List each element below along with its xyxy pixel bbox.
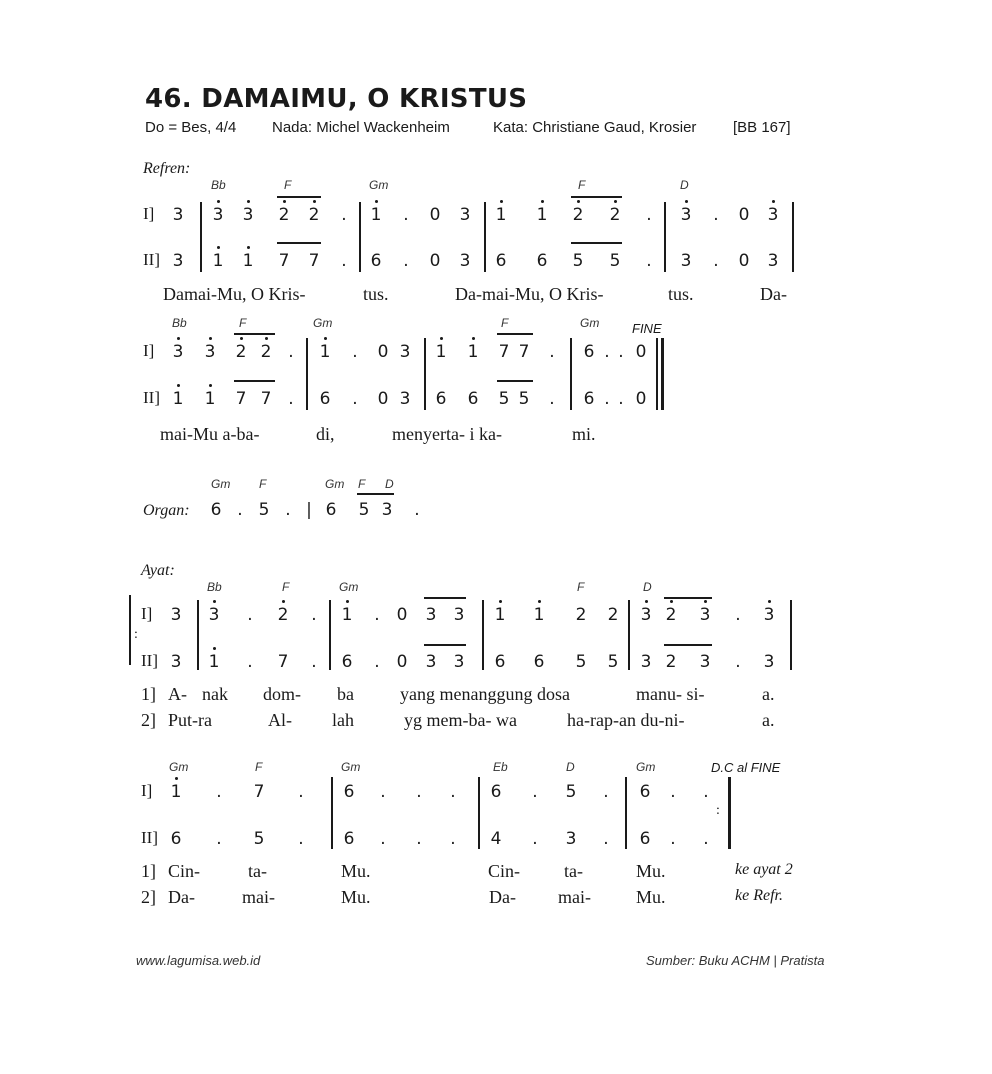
note: 1: [172, 389, 184, 409]
lyric: 1]: [141, 861, 156, 881]
note: 3: [399, 342, 411, 362]
note: 5: [358, 500, 370, 520]
bar-line: [424, 338, 426, 410]
note: .: [416, 782, 422, 802]
note: 7: [253, 782, 265, 802]
dc-al-fine-marker: D.C al FINE: [711, 760, 781, 775]
note: 6: [533, 652, 545, 672]
bar-line: [792, 202, 794, 272]
note: 3: [459, 205, 471, 225]
note: .: [532, 829, 538, 849]
bar-symbol: |: [306, 500, 312, 520]
note: 5: [572, 251, 584, 271]
melody-credit: Nada: Michel Wackenheim: [272, 119, 450, 136]
note: 3: [640, 652, 652, 672]
chord: Gm: [369, 178, 389, 192]
website-link[interactable]: www.lagumisa.web.id: [136, 953, 261, 968]
note: .: [247, 652, 253, 672]
lyric: 1]: [141, 684, 156, 704]
lyric: nak: [202, 684, 228, 704]
chord: Bb: [211, 178, 226, 192]
lyric: ta-: [564, 861, 583, 881]
bar-line: [331, 777, 333, 849]
lyric: tus.: [363, 284, 389, 304]
note: .: [216, 829, 222, 849]
note: 1: [370, 205, 382, 225]
chord: Bb: [207, 580, 222, 594]
note: .: [549, 342, 555, 362]
bar-line: [329, 600, 331, 670]
chord: Gm: [580, 316, 600, 330]
note: .: [735, 652, 741, 672]
beam: [497, 380, 533, 382]
bar-line: [482, 600, 484, 670]
note: 0: [429, 205, 441, 225]
note: 6: [583, 342, 595, 362]
note: 5: [253, 829, 265, 849]
note: 3: [763, 605, 775, 625]
note: 3: [459, 251, 471, 271]
chord: Gm: [341, 760, 361, 774]
note: 0: [635, 389, 647, 409]
beam: [357, 493, 394, 495]
note: 2: [572, 205, 584, 225]
organ-label: Organ:: [143, 502, 190, 519]
note: 3: [767, 205, 779, 225]
note: 5: [607, 652, 619, 672]
note: .: [646, 251, 652, 271]
chord: Gm: [211, 477, 231, 491]
lyric: ta-: [248, 861, 267, 881]
chord: Gm: [636, 760, 656, 774]
note: .: [380, 782, 386, 802]
note: .: [237, 500, 243, 520]
note: .: [603, 782, 609, 802]
lyric: Mu.: [341, 887, 371, 907]
bar-line: [306, 338, 308, 410]
note: 2: [665, 605, 677, 625]
lyric: Da-: [168, 887, 195, 907]
note: 7: [235, 389, 247, 409]
note: .: [352, 389, 358, 409]
note: 7: [308, 251, 320, 271]
note: 6: [343, 829, 355, 849]
beam: [277, 242, 321, 244]
note: .: [288, 389, 294, 409]
note: .: [414, 500, 420, 520]
bar-line: [625, 777, 627, 849]
note: .: [352, 342, 358, 362]
note: .: [298, 782, 304, 802]
note: 6: [343, 782, 355, 802]
note: 6: [467, 389, 479, 409]
note: 6: [170, 829, 182, 849]
chord: F: [358, 477, 366, 491]
beam: [424, 597, 466, 599]
note: 3: [212, 205, 224, 225]
note: 6: [495, 251, 507, 271]
chord: Gm: [339, 580, 359, 594]
note: 5: [498, 389, 510, 409]
lyric: 2]: [141, 887, 156, 907]
verse-label: Ayat:: [141, 562, 175, 579]
note: 6: [319, 389, 331, 409]
beam: [497, 333, 533, 335]
note: 3: [680, 251, 692, 271]
chord: D: [566, 760, 575, 774]
lyric: ba: [337, 684, 354, 704]
lyric: Al-: [268, 710, 292, 730]
note: .: [604, 389, 610, 409]
note: .: [311, 605, 317, 625]
note: .: [285, 500, 291, 520]
beam: [424, 644, 466, 646]
final-bar-line: [661, 338, 664, 410]
to-refrain-instruction: ke Refr.: [735, 887, 783, 904]
note: 1: [536, 205, 548, 225]
bar-line: [484, 202, 486, 272]
chord: F: [501, 316, 509, 330]
voice1-label: I]: [141, 604, 153, 623]
voice2-label: II]: [143, 250, 160, 269]
note: 6: [325, 500, 337, 520]
note: 3: [565, 829, 577, 849]
lyric: Mu.: [636, 861, 666, 881]
bar-line: [790, 600, 792, 670]
note: 6: [490, 782, 502, 802]
voice1-label: I]: [141, 781, 153, 800]
note: 3: [453, 652, 465, 672]
song-title: 46. DAMAIMU, O KRISTUS: [145, 84, 528, 114]
note: .: [341, 205, 347, 225]
note: 7: [518, 342, 530, 362]
note: 1: [170, 782, 182, 802]
note: 3: [640, 605, 652, 625]
bar-line: [200, 202, 202, 272]
lyric: mi.: [572, 424, 596, 444]
note: .: [341, 251, 347, 271]
note: 5: [518, 389, 530, 409]
note: .: [549, 389, 555, 409]
bar-line: [664, 202, 666, 272]
lyric: menyerta- i ka-: [392, 424, 502, 444]
note: 2: [665, 652, 677, 672]
note: 6: [435, 389, 447, 409]
note: 1: [212, 251, 224, 271]
note: 2: [575, 605, 587, 625]
voice2-label: II]: [143, 388, 160, 407]
bar-line: [570, 338, 572, 410]
note: 2: [607, 605, 619, 625]
note: 2: [609, 205, 621, 225]
lyric: mai-Mu a-ba-: [160, 424, 260, 444]
lyric: lah: [332, 710, 354, 730]
lyric: yg mem-ba- wa: [404, 710, 517, 730]
note: .: [713, 251, 719, 271]
note: 0: [635, 342, 647, 362]
voice2-label: II]: [141, 651, 158, 670]
note: 0: [377, 389, 389, 409]
lyric: Cin-: [488, 861, 521, 881]
note: 2: [260, 342, 272, 362]
note: 0: [396, 605, 408, 625]
beam: [277, 196, 321, 198]
book-reference: [BB 167]: [733, 119, 791, 136]
chord: Gm: [313, 316, 333, 330]
note: 6: [341, 652, 353, 672]
voice1-label: I]: [143, 341, 155, 360]
note: .: [670, 829, 676, 849]
note: .: [311, 652, 317, 672]
note: 6: [536, 251, 548, 271]
note: .: [603, 829, 609, 849]
lyric: Mu.: [636, 887, 666, 907]
beam: [571, 242, 622, 244]
repeat-end-dots: :: [716, 803, 720, 818]
chord: F: [255, 760, 263, 774]
note: 7: [260, 389, 272, 409]
note: 6: [639, 829, 651, 849]
beam: [571, 196, 622, 198]
chord: D: [680, 178, 689, 192]
note: 1: [242, 251, 254, 271]
note: .: [703, 782, 709, 802]
note: 4: [490, 829, 502, 849]
note: 3: [172, 251, 184, 271]
beam: [234, 333, 275, 335]
note: 3: [763, 652, 775, 672]
note: .: [646, 205, 652, 225]
chord: Gm: [169, 760, 189, 774]
chord: F: [284, 178, 292, 192]
note: 0: [738, 205, 750, 225]
lyric: Da-mai-Mu, O Kris-: [455, 284, 604, 304]
beam: [664, 597, 712, 599]
repeat-start-bar: [129, 595, 131, 665]
note: .: [450, 782, 456, 802]
note: 5: [258, 500, 270, 520]
bar-line: [359, 202, 361, 272]
lyric: tus.: [668, 284, 694, 304]
note: 1: [533, 605, 545, 625]
note: 2: [277, 605, 289, 625]
note: 3: [172, 205, 184, 225]
lyric: Da-: [489, 887, 516, 907]
note: .: [216, 782, 222, 802]
chord: F: [282, 580, 290, 594]
repeat-dots: :: [134, 627, 138, 642]
note: 6: [583, 389, 595, 409]
note: 6: [494, 652, 506, 672]
voice1-label: I]: [143, 204, 155, 223]
lyric: manu- si-: [636, 684, 705, 704]
voice2-label: II]: [141, 828, 158, 847]
bar-line: [478, 777, 480, 849]
note: .: [703, 829, 709, 849]
note: 7: [498, 342, 510, 362]
chord: F: [259, 477, 267, 491]
note: 6: [370, 251, 382, 271]
note: 3: [242, 205, 254, 225]
note: .: [416, 829, 422, 849]
note: 1: [467, 342, 479, 362]
lyric: a.: [762, 684, 775, 704]
to-verse2-instruction: ke ayat 2: [735, 861, 793, 878]
lyric: Put-ra: [168, 710, 212, 730]
note: 1: [319, 342, 331, 362]
note: 3: [453, 605, 465, 625]
note: .: [450, 829, 456, 849]
lyric: ha-rap-an du-ni-: [567, 710, 685, 730]
note: .: [403, 251, 409, 271]
note: .: [670, 782, 676, 802]
bar-line: [656, 338, 658, 410]
note: 6: [210, 500, 222, 520]
lyric: a.: [762, 710, 775, 730]
note: .: [713, 205, 719, 225]
refrain-label: Refren:: [143, 160, 191, 177]
note: .: [604, 342, 610, 362]
note: 1: [494, 605, 506, 625]
note: 3: [204, 342, 216, 362]
lyric: Mu.: [341, 861, 371, 881]
note: 1: [208, 652, 220, 672]
note: 0: [396, 652, 408, 672]
fine-marker: FINE: [632, 321, 662, 336]
note: 1: [495, 205, 507, 225]
note: .: [247, 605, 253, 625]
beam: [234, 380, 275, 382]
chord: F: [239, 316, 247, 330]
lyric: A-: [168, 684, 187, 704]
note: 0: [377, 342, 389, 362]
note: 3: [680, 205, 692, 225]
chord: F: [578, 178, 586, 192]
note: 3: [399, 389, 411, 409]
note: 3: [699, 605, 711, 625]
lyric: Da-: [760, 284, 787, 304]
note: 3: [381, 500, 393, 520]
note: 7: [277, 652, 289, 672]
note: 3: [699, 652, 711, 672]
note: 1: [435, 342, 447, 362]
chord: Gm: [325, 477, 345, 491]
note: .: [298, 829, 304, 849]
lyric: yang menanggung dosa: [400, 684, 570, 704]
note: 7: [278, 251, 290, 271]
note: 5: [565, 782, 577, 802]
note: 5: [609, 251, 621, 271]
lyric: Cin-: [168, 861, 201, 881]
note: .: [618, 342, 624, 362]
note: .: [288, 342, 294, 362]
chord: Eb: [493, 760, 508, 774]
repeat-end-bar: [728, 777, 731, 849]
lyric: mai-: [558, 887, 591, 907]
note: 2: [278, 205, 290, 225]
note: 1: [204, 389, 216, 409]
note: .: [374, 652, 380, 672]
note: .: [618, 389, 624, 409]
note: 0: [429, 251, 441, 271]
lyric: di,: [316, 424, 335, 444]
lyric: mai-: [242, 887, 275, 907]
bar-line: [197, 600, 199, 670]
note: 0: [738, 251, 750, 271]
note: .: [403, 205, 409, 225]
note: 5: [575, 652, 587, 672]
note: 3: [208, 605, 220, 625]
source-credit: Sumber: Buku ACHM | Pratista: [646, 953, 825, 968]
chord: D: [643, 580, 652, 594]
lyrics-credit: Kata: Christiane Gaud, Krosier: [493, 119, 697, 136]
chord: Bb: [172, 316, 187, 330]
note: .: [380, 829, 386, 849]
key-signature: Do = Bes, 4/4: [145, 119, 237, 136]
note: 3: [425, 652, 437, 672]
note: 2: [308, 205, 320, 225]
lyric: Damai-Mu, O Kris-: [163, 284, 306, 304]
note: .: [374, 605, 380, 625]
note: 3: [172, 342, 184, 362]
note: .: [735, 605, 741, 625]
lyric: 2]: [141, 710, 156, 730]
note: .: [532, 782, 538, 802]
note: 3: [170, 605, 182, 625]
note: 1: [341, 605, 353, 625]
chord: D: [385, 477, 394, 491]
chord: F: [577, 580, 585, 594]
note: 3: [170, 652, 182, 672]
beam: [664, 644, 712, 646]
note: 3: [425, 605, 437, 625]
lyric: dom-: [263, 684, 301, 704]
bar-line: [628, 600, 630, 670]
note: 6: [639, 782, 651, 802]
note: 2: [235, 342, 247, 362]
note: 3: [767, 251, 779, 271]
